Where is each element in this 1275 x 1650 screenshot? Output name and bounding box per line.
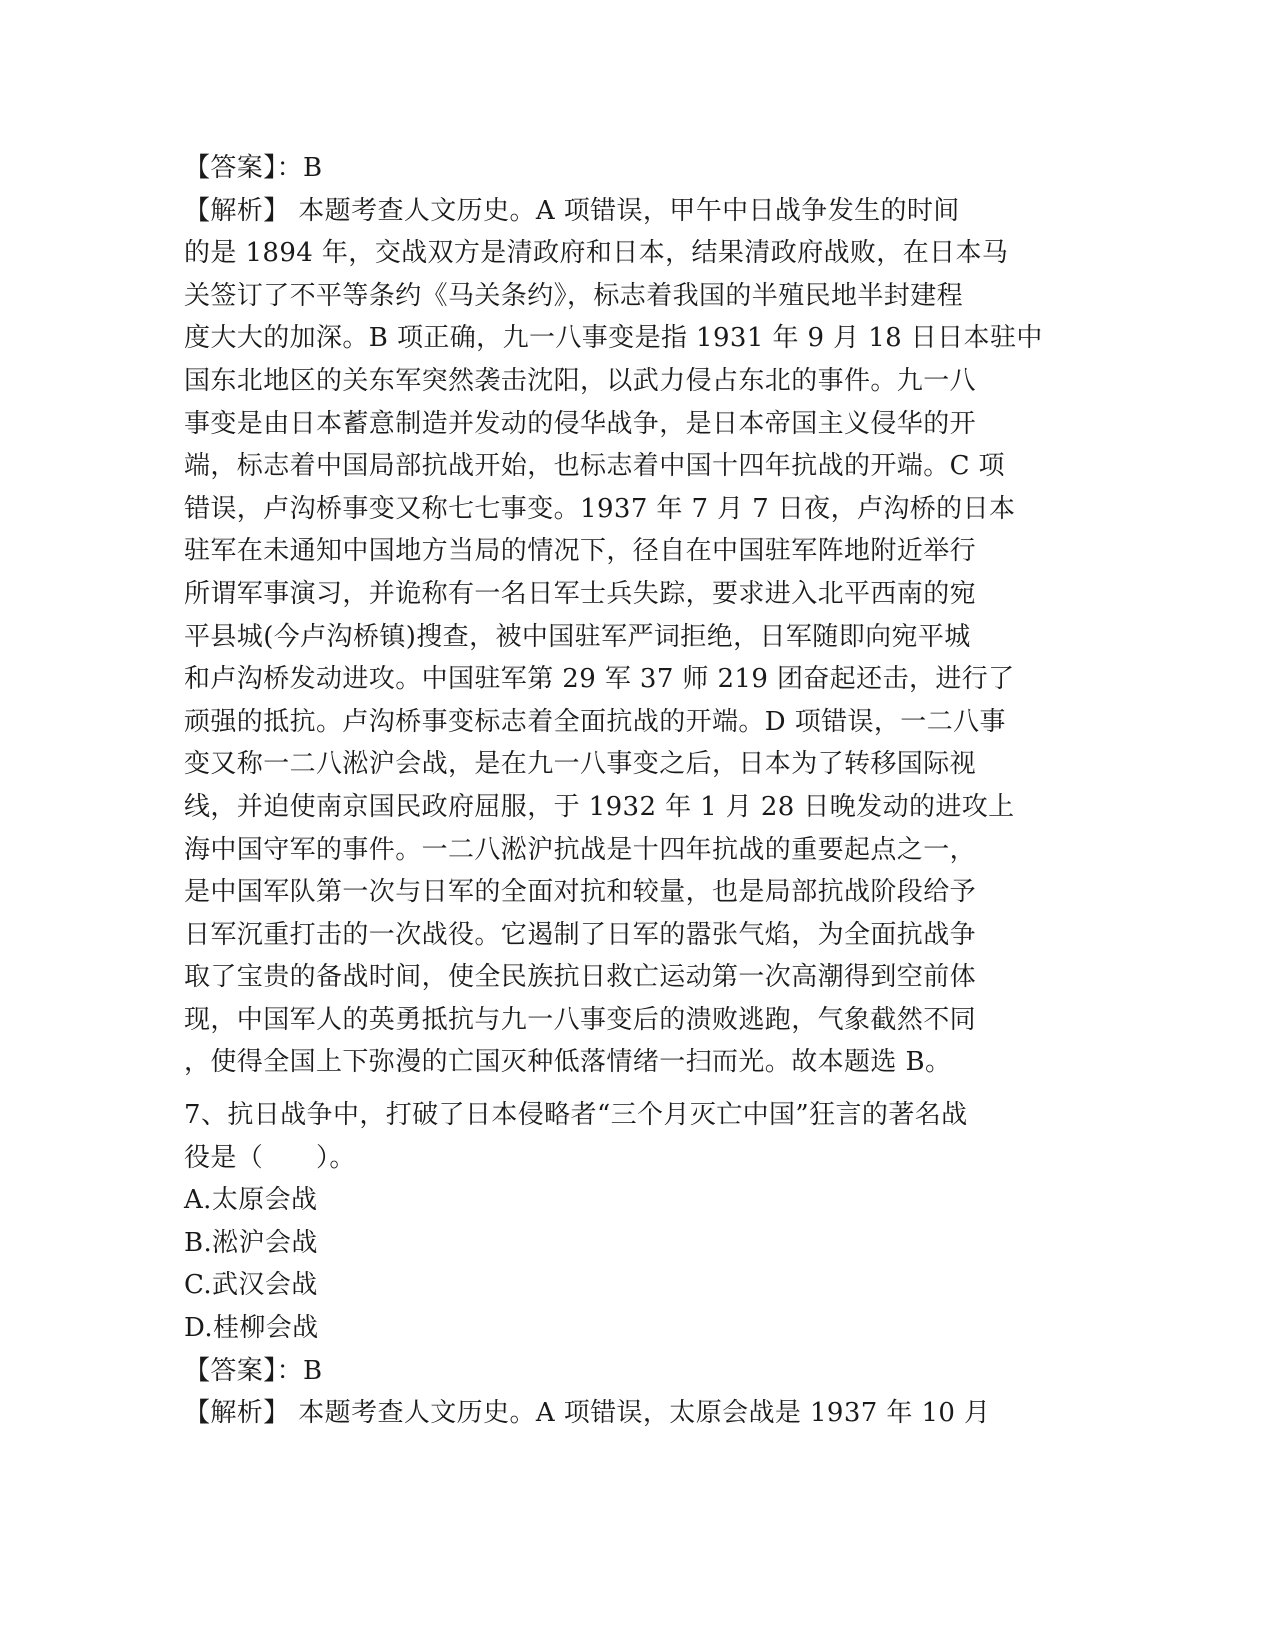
analysis-line: 是中国军队第一次与日军的全面对抗和较量，也是局部抗战阶段给予: [184, 877, 977, 908]
analysis-line: 顽强的抵抗。卢沟桥事变标志着全面抗战的开端。D 项错误，一二八事: [184, 706, 1006, 737]
question-stem-line: 7、抗日战争中，打破了日本侵略者“三个月灭亡中国”狂言的著名战: [184, 1100, 968, 1131]
section-gap: [184, 1084, 1054, 1094]
analysis-line: 线，并迫使南京国民政府屈服，于 1932 年 1 月 28 日晚发动的进攻上: [184, 791, 1015, 822]
analysis-line: 海中国守军的事件。一二八淞沪抗战是十四年抗战的重要起点之一，: [184, 834, 977, 865]
answer-line: 【答案】：B: [184, 153, 323, 183]
question-stem-line: 役是（ ）。: [184, 1142, 356, 1173]
analysis-line: 【解析】 本题考查人文历史。A 项错误，甲午中日战争发生的时间: [184, 195, 960, 226]
option-c: C.武汉会战: [184, 1270, 318, 1301]
option-b: B.淞沪会战: [184, 1227, 318, 1258]
option-a: A.太原会战: [184, 1185, 318, 1216]
analysis-line: ，使得全国上下弥漫的亡国灭种低落情绪一扫而光。故本题选 B。: [184, 1047, 952, 1078]
analysis-line: 日军沉重打击的一次战役。它遏制了日军的嚣张气焰，为全面抗战争: [184, 919, 977, 950]
analysis-line: 度大大的加深。B 项正确，九一八事变是指 1931 年 9 月 18 日日本驻中: [184, 323, 1043, 354]
analysis-paragraph: [184, 190, 1054, 1084]
option-d: D.桂柳会战: [184, 1313, 319, 1344]
analysis-line: 平县城(今卢沟桥镇)搜查，被中国驻军严词拒绝，日军随即向宛平城: [184, 621, 971, 652]
analysis-line: 【解析】 本题考查人文历史。A 项错误，太原会战是 1937 年 10 月: [184, 1398, 991, 1429]
analysis-line: 和卢沟桥发动进攻。中国驻军第 29 军 37 师 219 团奋起还击，进行了: [184, 664, 1015, 695]
analysis-line: 变又称一二八淞沪会战，是在九一八事变之后，日本为了转移国际视: [184, 749, 977, 780]
analysis-line: 端，标志着中国局部抗战开始，也标志着中国十四年抗战的开端。C 项: [184, 451, 1005, 482]
analysis-line: 所谓军事演习，并诡称有一名日军士兵失踪，要求进入北平西南的宛: [184, 578, 977, 609]
document-page: [184, 147, 1054, 1435]
analysis-line: 国东北地区的关东军突然袭击沈阳，以武力侵占东北的事件。九一八: [184, 365, 977, 396]
analysis-line: 错误，卢沟桥事变又称七七事变。1937 年 7 月 7 日夜，卢沟桥的日本: [184, 493, 1016, 524]
answer-line: 【答案】：B: [184, 1355, 323, 1386]
question-7: [184, 1094, 1054, 1435]
analysis-line: 驻军在未通知中国地方当局的情况下，径自在中国驻军阵地附近举行: [184, 536, 977, 567]
analysis-line: 事变是由日本蓄意制造并发动的侵华战争，是日本帝国主义侵华的开: [184, 408, 977, 439]
analysis-line: 的是 1894 年，交战双方是清政府和日本，结果清政府战败，在日本马: [184, 238, 1009, 269]
analysis-line: 现，中国军人的英勇抵抗与九一八事变后的溃败逃跑，气象截然不同: [184, 1004, 977, 1035]
analysis-line: 关签订了不平等条约《马关条约》，标志着我国的半殖民地半封建程: [184, 280, 964, 311]
analysis-line: 取了宝贵的备战时间，使全民族抗日救亡运动第一次高潮得到空前体: [184, 962, 977, 993]
